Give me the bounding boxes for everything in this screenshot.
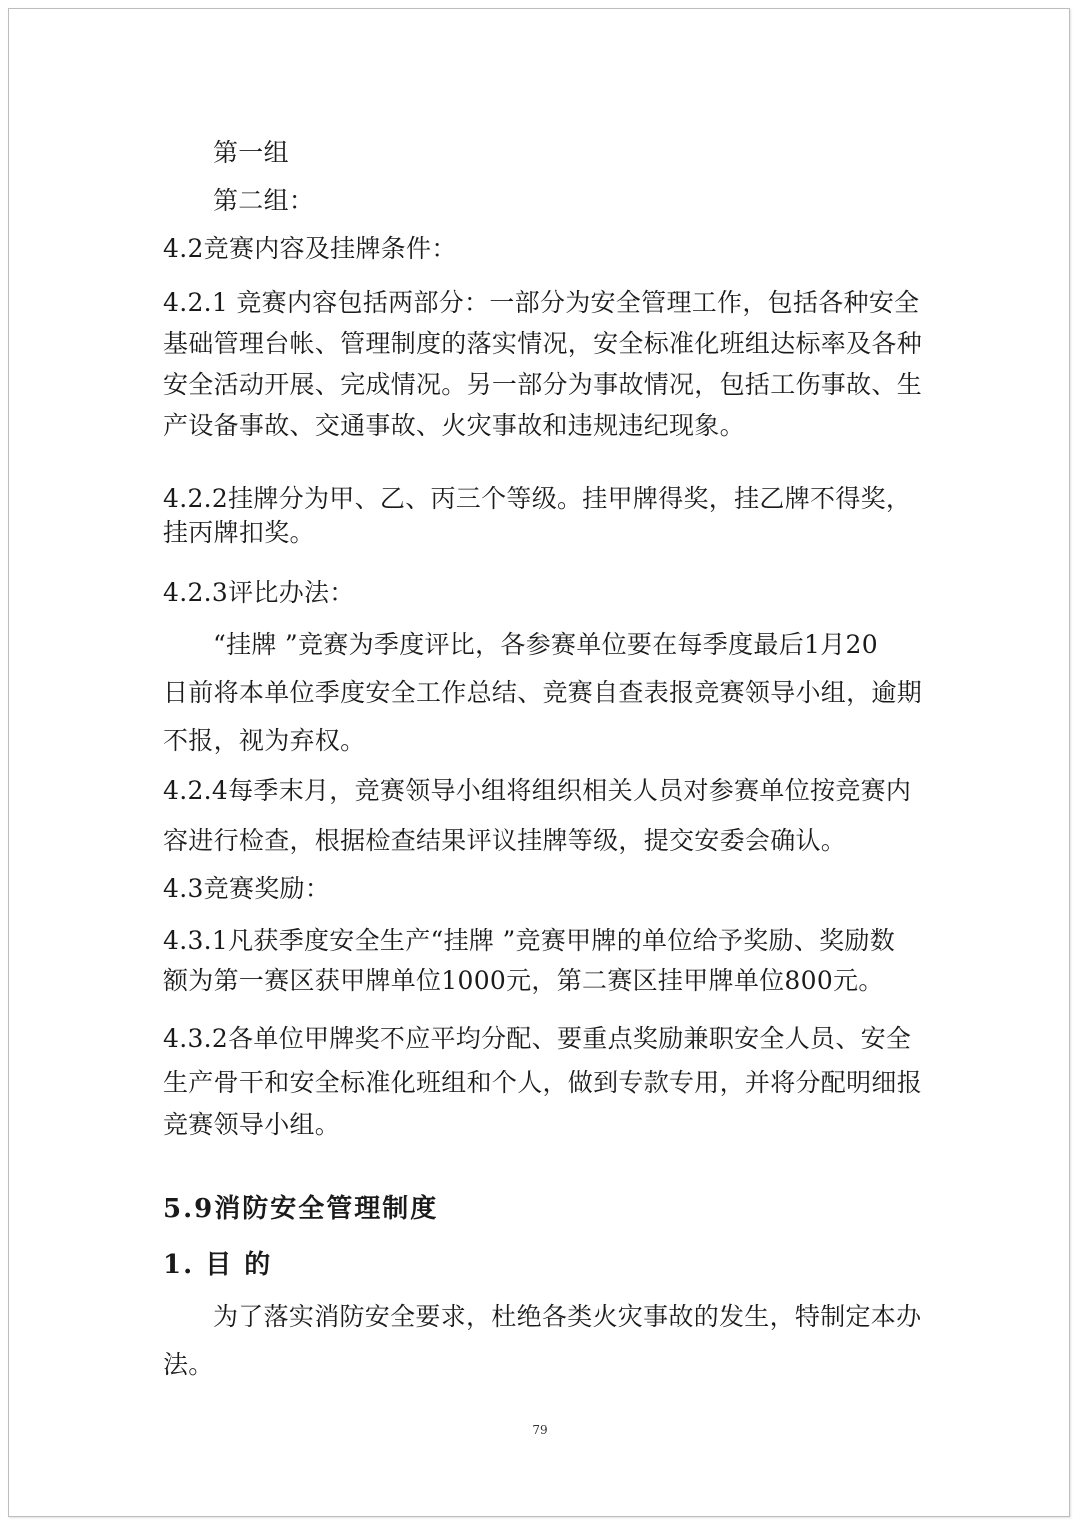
paragraph-4-2-1-line-3: 安全活动开展、完成情况。另一部分为事故情况，包括工伤事故、生 [163, 370, 923, 399]
paragraph-purpose-line-2: 法。 [163, 1350, 214, 1379]
paragraph-4-3-2-line-3: 竞赛领导小组。 [163, 1110, 341, 1139]
paragraph-4-2-3-line-2: 日前将本单位季度安全工作总结、竞赛自查表报竞赛领导小组，逾期 [163, 678, 923, 707]
paragraph-4-2-4-line-1: 4.2.4每季末月，竞赛领导小组将组织相关人员对参赛单位按竞赛内 [163, 776, 912, 805]
paragraph-4-2-4-line-2: 容进行检查，根据检查结果评议挂牌等级，提交安委会确认。 [163, 826, 847, 855]
paragraph-4-2-3-line-3: 不报，视为弃权。 [163, 726, 366, 755]
section-heading-4-2: 4.2竞赛内容及挂牌条件： [163, 234, 457, 263]
text-line-group-one: 第一组 [213, 138, 289, 167]
page-number: 79 [532, 1423, 548, 1437]
text-line-group-two: 第二组： [213, 186, 315, 215]
paragraph-4-2-1-line-2: 基础管理台帐、管理制度的落实情况，安全标准化班组达标率及各种 [163, 329, 923, 358]
paragraph-4-2-1-line-1: 4.2.1 竞赛内容包括两部分：一部分为安全管理工作，包括各种安全 [163, 288, 920, 317]
paragraph-4-3-2-line-2: 生产骨干和安全标准化班组和个人，做到专款专用，并将分配明细报 [163, 1068, 923, 1097]
section-heading-4-3: 4.3竞赛奖励： [163, 874, 331, 903]
paragraph-4-2-2-line-2: 挂丙牌扣奖。 [163, 518, 315, 547]
paragraph-4-2-1-line-4: 产设备事故、交通事故、火灾事故和违规违纪现象。 [163, 411, 745, 440]
paragraph-4-3-1-line-2: 额为第一赛区获甲牌单位1000元，第二赛区挂甲牌单位800元。 [163, 966, 884, 995]
paragraph-4-3-1-line-1: 4.3.1凡获季度安全生产“挂牌 ”竞赛甲牌的单位给予奖励、奖励数 [163, 926, 896, 955]
paragraph-4-3-2-line-1: 4.3.2各单位甲牌奖不应平均分配、要重点奖励兼职安全人员、安全 [163, 1024, 912, 1053]
paragraph-4-2-3-line-1: “挂牌 ”竞赛为季度评比，各参赛单位要在每季度最后1月20 [213, 630, 878, 659]
section-heading-4-2-3: 4.2.3评比办法： [163, 578, 355, 607]
section-heading-5-9: 5.9消防安全管理制度 [163, 1194, 439, 1224]
paragraph-4-2-2-line-1: 4.2.2挂牌分为甲、乙、丙三个等级。挂甲牌得奖，挂乙牌不得奖， [163, 484, 912, 513]
subsection-heading-purpose: 1. 目 的 [163, 1250, 273, 1280]
paragraph-purpose-line-1: 为了落实消防安全要求，杜绝各类火灾事故的发生，特制定本办 [213, 1302, 922, 1331]
